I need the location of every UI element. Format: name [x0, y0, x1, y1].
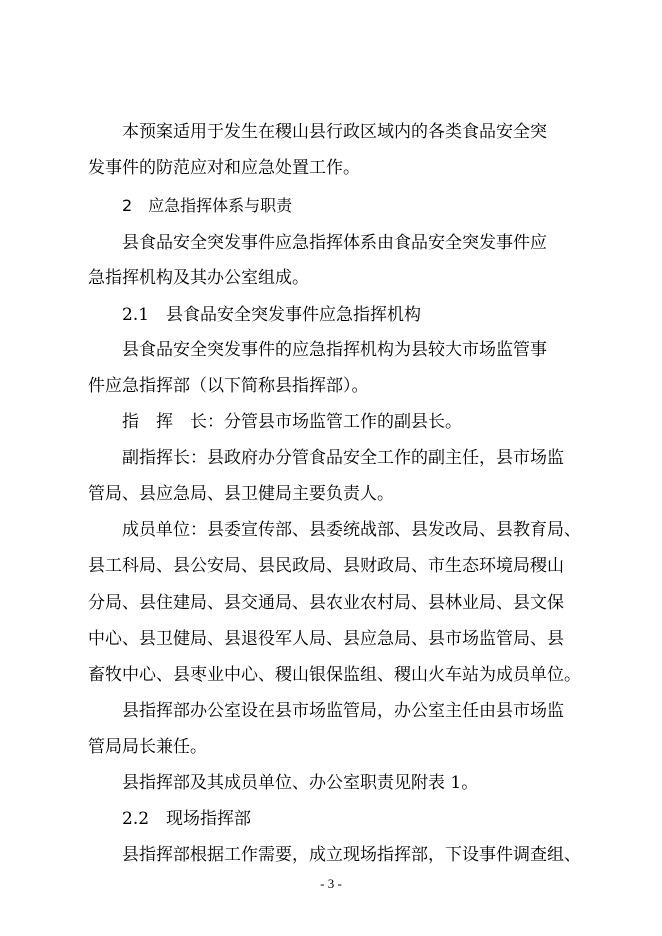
paragraph-line: 成员单位：县委宣传部、县委统战部、县发改局、县教育局、 — [122, 520, 581, 540]
paragraph-line: 县指挥部及其成员单位、办公室职责见附表 1。 — [122, 773, 479, 793]
paragraph-line: 管局、县应急局、县卫健局主要负责人。 — [88, 484, 394, 504]
paragraph-line: 畜牧中心、县枣业中心、稷山银保监组、稷山火车站为成员单位。 — [88, 665, 581, 685]
paragraph-line: 分局、县住建局、县交通局、县农业农村局、县林业局、县文保 — [88, 593, 564, 613]
paragraph-line: 本预案适用于发生在稷山县行政区域内的各类食品安全突 — [122, 122, 547, 142]
paragraph-line: 管局局长兼任。 — [88, 737, 207, 757]
paragraph-line: 急指挥机构及其办公室组成。 — [88, 268, 309, 288]
paragraph-line: 副指挥长：县政府办分管食品安全工作的副主任，县市场监 — [122, 448, 564, 468]
paragraph-line: 县指挥部根据工作需要，成立现场指挥部，下设事件调查组、 — [122, 845, 581, 865]
paragraph-line: 县指挥部办公室设在县市场监管局，办公室主任由县市场监 — [122, 701, 564, 721]
paragraph-line: 件应急指挥部（以下简称县指挥部）。 — [88, 376, 369, 396]
subsection-heading: 2.2 现场指挥部 — [122, 809, 252, 829]
page-number: - 3 - — [320, 876, 342, 891]
paragraph-line: 县食品安全突发事件的应急指挥机构为县较大市场监管事 — [122, 340, 547, 360]
paragraph-line: 县食品安全突发事件应急指挥体系由食品安全突发事件应 — [122, 233, 547, 253]
paragraph-line: 县工科局、县公安局、县民政局、县财政局、市生态环境局稷山 — [88, 556, 564, 576]
paragraph-line: 指 挥 长：分管县市场监管工作的副县长。 — [122, 412, 462, 432]
section-heading: 2 应急指挥体系与职责 — [122, 196, 293, 215]
paragraph-line: 发事件的防范应对和应急处置工作。 — [88, 158, 360, 178]
paragraph-line: 中心、县卫健局、县退役军人局、县应急局、县市场监管局、县 — [88, 629, 564, 649]
subsection-heading: 2.1 县食品安全突发事件应急指挥机构 — [122, 305, 422, 325]
